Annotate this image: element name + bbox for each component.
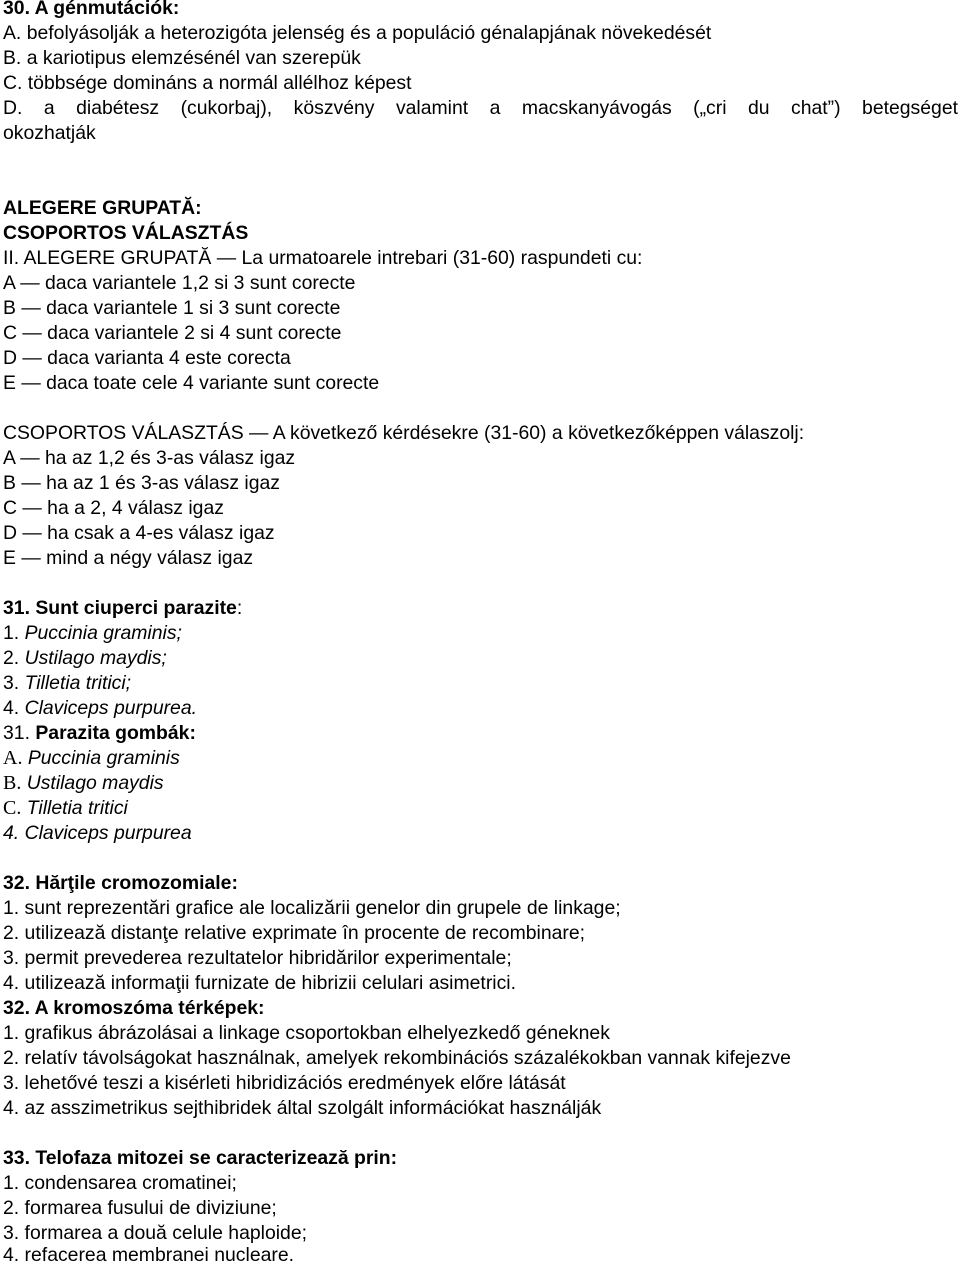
hu-instructions-b: B — ha az 1 és 3-as válasz igaz bbox=[3, 472, 280, 494]
hu-instructions-d: D — ha csak a 4-es válasz igaz bbox=[3, 522, 275, 544]
q33-ro-item: 2. formarea fusului de diviziune; bbox=[3, 1197, 277, 1219]
q31-ro-item bbox=[3, 646, 167, 670]
q31-hu-item bbox=[3, 821, 192, 845]
ro-instructions-c: C — daca variantele 2 si 4 sunt corecte bbox=[3, 322, 342, 344]
item-letter: C. bbox=[3, 797, 22, 819]
q30-title: 30. A génmutációk: bbox=[3, 0, 180, 19]
q31-hu-title-text: Parazita gombák: bbox=[35, 722, 196, 744]
q31-hu-title bbox=[3, 721, 196, 745]
ro-instructions-intro: II. ALEGERE GRUPATĂ — La urmatoarele intrebari (31-60) raspundeti cu: bbox=[3, 247, 643, 269]
q32-ro-item: 4. utilizează informaţii furnizate de hibrizii celulari asimetrici. bbox=[3, 972, 516, 994]
q32-hu-item: 1. grafikus ábrázolásai a linkage csoportokban elhelyezkedő géneknek bbox=[3, 1022, 610, 1044]
hu-instructions-c: C — ha a 2, 4 válasz igaz bbox=[3, 497, 224, 519]
q30-d-word: betegséget bbox=[862, 97, 958, 119]
item-text: Puccinia graminis; bbox=[24, 622, 182, 644]
q30-d-word: (cukorbaj), bbox=[180, 97, 273, 119]
hu-instructions-e: E — mind a négy válasz igaz bbox=[3, 547, 254, 569]
q31-hu-item bbox=[3, 771, 164, 795]
q33-ro-item: 1. condensarea cromatinei; bbox=[3, 1172, 237, 1194]
item-number: 4. bbox=[3, 822, 20, 844]
q33-ro-item: 3. formarea a două celule haploide; bbox=[3, 1222, 307, 1244]
item-number: 3. bbox=[3, 672, 20, 694]
q33-ro-item: 4. refacerea membranei nucleare. bbox=[3, 1244, 295, 1266]
item-text: Tilletia tritici; bbox=[24, 672, 132, 694]
q32-ro-title: 32. Hărţile cromozomiale: bbox=[3, 872, 238, 894]
q30-d-word: D. bbox=[3, 97, 23, 119]
q32-hu-item: 3. lehetővé teszi a kisérleti hibridizációs eredmények előre látását bbox=[3, 1072, 566, 1094]
q31-ro-title-bold: 31. Sunt ciuperci parazite bbox=[3, 597, 237, 619]
q31-ro-item bbox=[3, 696, 197, 720]
item-number: 4. bbox=[3, 697, 20, 719]
section-heading-ro: ALEGERE GRUPATĂ: bbox=[3, 197, 202, 219]
q30-option-d bbox=[3, 96, 958, 120]
q31-hu-number: 31. bbox=[3, 722, 30, 744]
q32-ro-item: 3. permit prevederea rezultatelor hibridărilor experimentale; bbox=[3, 947, 512, 969]
q30-d-word: a bbox=[489, 97, 501, 119]
q33-ro-title: 33. Telofaza mitozei se caracterizează prin: bbox=[3, 1147, 398, 1169]
q31-ro-title bbox=[3, 596, 242, 620]
item-text: Ustilago maydis bbox=[26, 772, 164, 794]
item-text: Claviceps purpurea bbox=[24, 822, 192, 844]
q30-d-word: köszvény bbox=[293, 97, 375, 119]
q30-d-word: diabétesz bbox=[76, 97, 160, 119]
item-text: Ustilago maydis; bbox=[24, 647, 167, 669]
q30-d-word: valamint bbox=[395, 97, 469, 119]
q30-d-word: macskanyávogás bbox=[521, 97, 672, 119]
ro-instructions-d: D — daca varianta 4 este corecta bbox=[3, 347, 291, 369]
q31-ro-item bbox=[3, 621, 182, 645]
q30-d-word: a bbox=[43, 97, 55, 119]
q31-ro-item bbox=[3, 671, 131, 695]
q30-d-word: du bbox=[747, 97, 770, 119]
ro-instructions-a: A — daca variantele 1,2 si 3 sunt corecte bbox=[3, 272, 356, 294]
q30-option-d-continued: okozhatják bbox=[3, 122, 96, 144]
q32-hu-item: 4. az asszimetrikus sejthibridek által szolgált információkat használják bbox=[3, 1097, 602, 1119]
q32-hu-item: 2. relatív távolságokat használnak, amelyek rekombinációs százalékokban vannak kifejezve bbox=[3, 1047, 791, 1069]
item-text: Puccinia graminis bbox=[27, 747, 180, 769]
item-number: 1. bbox=[3, 622, 20, 644]
item-letter: A. bbox=[3, 747, 23, 769]
q30-option-c: C. többsége domináns a normál allélhoz képest bbox=[3, 72, 412, 94]
q30-d-word: („cri bbox=[693, 97, 727, 119]
ro-instructions-b: B — daca variantele 1 si 3 sunt corecte bbox=[3, 297, 341, 319]
hu-instructions-intro: CSOPORTOS VÁLASZTÁS — A következő kérdésekre (31-60) a következőképpen válaszolj: bbox=[3, 422, 805, 444]
q32-ro-item: 1. sunt reprezentări grafice ale localizării genelor din grupele de linkage; bbox=[3, 897, 621, 919]
ro-instructions-e: E — daca toate cele 4 variante sunt corecte bbox=[3, 372, 380, 394]
item-text: Claviceps purpurea. bbox=[24, 697, 198, 719]
q32-hu-title: 32. A kromoszóma térképek: bbox=[3, 997, 265, 1019]
q32-ro-item: 2. utilizează distanţe relative exprimate în procente de recombinare; bbox=[3, 922, 586, 944]
q31-hu-item bbox=[3, 796, 128, 820]
q31-ro-title-colon: : bbox=[236, 597, 243, 619]
hu-instructions-a: A — ha az 1,2 és 3-as válasz igaz bbox=[3, 447, 296, 469]
q30-d-word: chat”) bbox=[791, 97, 841, 119]
item-letter: B. bbox=[3, 772, 22, 794]
q30-option-b: B. a kariotipus elemzésénél van szerepük bbox=[3, 47, 361, 69]
item-text: Tilletia tritici bbox=[26, 797, 128, 819]
section-heading-hu: CSOPORTOS VÁLASZTÁS bbox=[3, 222, 249, 244]
item-number: 2. bbox=[3, 647, 20, 669]
q30-option-a: A. befolyásolják a heterozigóta jelenség és a populáció génalapjának növekedését bbox=[3, 22, 712, 44]
q31-hu-item bbox=[3, 746, 180, 770]
